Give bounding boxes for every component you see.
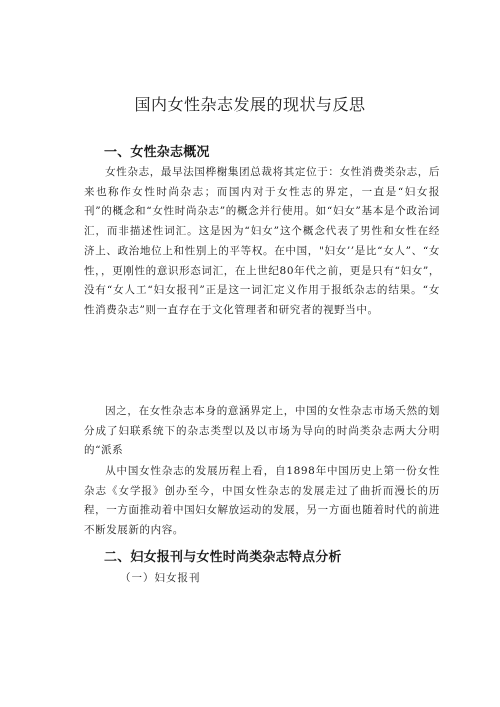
paragraph-3-text: 从中国女性杂志的发展历程上看，自1898年中国历史上第一份女性杂志《女学报》创办至今，中国女性杂志的发展走过了曲折而漫长的历程，一方面推动着中国妇女解放运动的发展，另一方面也随着时代的前进不断发展新的内容。 bbox=[84, 465, 440, 537]
paragraph-2 bbox=[84, 402, 440, 461]
paragraph-2-text: 因之，在女性杂志本身的意涵界定上，中国的女性杂志市场夭然的划分成了妇联系统下的杂志类型以及以市场为导向的时尚类杂志两大分明的“派系 bbox=[84, 405, 440, 457]
section-heading-overview: 一、女性杂志概况 bbox=[104, 145, 210, 160]
paragraph-1-text: 女性杂志，最早法国桦榭集团总裁将其定位于：女性消费类杂志，后来也称作女性时尚杂志；而国内对于女性志的界定，一直是“妇女报刊”的概念和“女性时尚杂志”的概念并行使用。如“妇女”基本是个政治词汇，而非描述性词汇。这是因为“妇女”这个概念代表了男性和女性在经济上、政治地位上和性别上的平等权。在中国，"妇女’’是比“女人”、“女性，，更刚性的意识形态词汇，在上世纪80年代之前，更是只有“妇女”，没有“女人工“妇女报刊”正是这一词汇定义作用于报纸杂志的结果。“女性消费杂志”则一直存在于文化管理者和研究者的视野当中。 bbox=[84, 166, 440, 316]
paragraph-3 bbox=[84, 462, 440, 541]
subsection-heading-women-periodicals: （一）妇女报刊 bbox=[120, 572, 201, 584]
paragraph-1 bbox=[84, 163, 440, 321]
section-heading-analysis: 二、妇女报刊与女性时尚类杂志特点分析 bbox=[104, 550, 342, 565]
document-title: 国内女性杂志发展的现状与反思 bbox=[134, 95, 366, 114]
